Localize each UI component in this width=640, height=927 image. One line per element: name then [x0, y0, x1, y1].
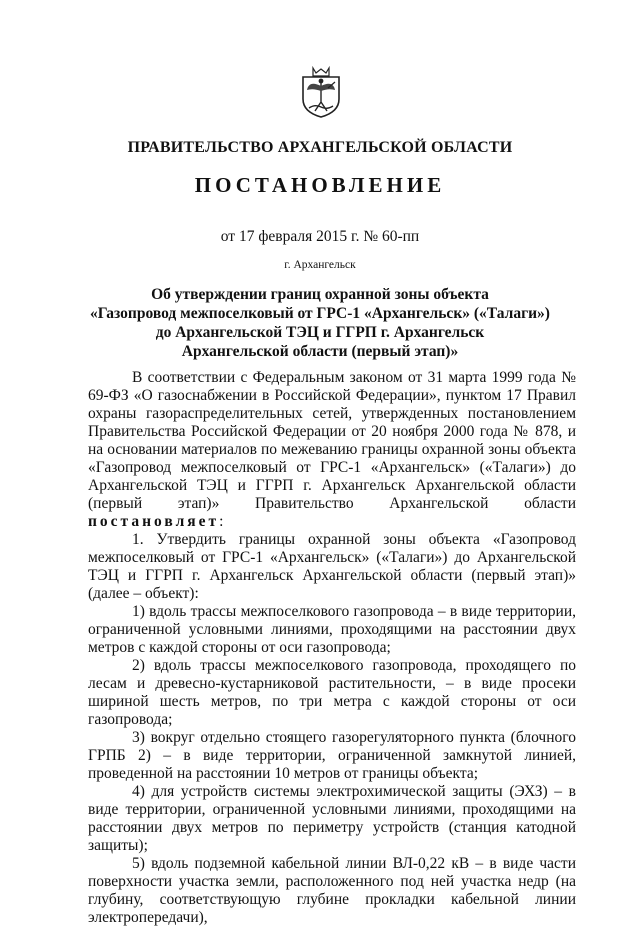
document-date-number: от 17 февраля 2015 г. № 60-пп: [220, 228, 420, 245]
decree-word: постановляет: [88, 513, 220, 530]
clause-paragraph: 5) вдоль подземной кабельной линии ВЛ-0,22 кВ – в виде части поверхности участка земли, расположенного под ней участка недр (на глубину, соответствующую глубине прокладки кабельной линии электропередачи),: [88, 855, 576, 926]
title-line: Архангельской области (первый этап)»: [181, 343, 459, 360]
clause-paragraph: 1. Утвердить границы охранной зоны объекта «Газопровод межпоселковый от ГРС-1 «Архангельск» («Талаги») до Архангельской ТЭЦ и ГГРП г. Архангельск Архангельской области (первый этап)» (далее – объект):: [88, 531, 576, 602]
title-line: «Газопровод межпоселковый от ГРС-1 «Архангельск» («Талаги»): [90, 305, 550, 322]
clause-paragraph: 4) для устройств системы электрохимической защиты (ЭХЗ) – в виде территории, ограниченной условными линиями, проходящими на расстоянии двух метров по периметру устройств (станция катодной защиты);: [88, 783, 576, 854]
document-title: [60, 285, 580, 361]
document-city: г. Архангельск: [284, 259, 356, 271]
clause-paragraph: 2) вдоль трассы межпоселкового газопровода, проходящего по лесам и древесно-кустарниковой растительности, – в виде просеки шириной шесть метров, по три метра с каждой стороны от оси газопровода;: [88, 657, 576, 728]
preamble-colon: :: [219, 513, 224, 530]
document-body: [88, 369, 576, 927]
clause-paragraph: 3) вокруг отдельно стоящего газорегуляторного пункта (блочного ГРПБ 2) – в виде территории, ограниченной замкнутой линией, проведенной на расстоянии 10 метров от границы объекта;: [88, 729, 576, 782]
coat-of-arms-icon: [299, 66, 343, 118]
emblem-graphic: [299, 66, 343, 118]
document-type: ПОСТАНОВЛЕНИЕ: [194, 173, 446, 197]
preamble-text: В соответствии с Федеральным законом от 31 марта 1999 года № 69-ФЗ «О газоснабжении в Российской Федерации», пунктом 17 Правил охраны газораспределительных сетей, утвержденных постановлением Правительства Российской Федерации от 20 ноября 2000 года № 878, и на основании материалов по межеванию границы охранной зоны объекта «Газопровод межпоселковый от ГРС-1 «Архангельск» («Талаги») до Архангельской ТЭЦ и ГГРП г. Архангельск Архангельской области (первый этап)» Правительство Архангельской области: [88, 369, 576, 512]
title-line: Об утверждении границ охранной зоны объекта: [151, 286, 489, 303]
clause-paragraph: 1) вдоль трассы межпоселкового газопровода – в виде территории, ограниченной условными линиями, проходящими на расстоянии двух метров с каждой стороны от оси газопровода;: [88, 603, 576, 656]
preamble-paragraph: [88, 369, 576, 531]
title-line: до Архангельской ТЭЦ и ГГРП г. Архангельск: [155, 324, 485, 341]
government-name: ПРАВИТЕЛЬСТВО АРХАНГЕЛЬСКОЙ ОБЛАСТИ: [127, 139, 513, 156]
